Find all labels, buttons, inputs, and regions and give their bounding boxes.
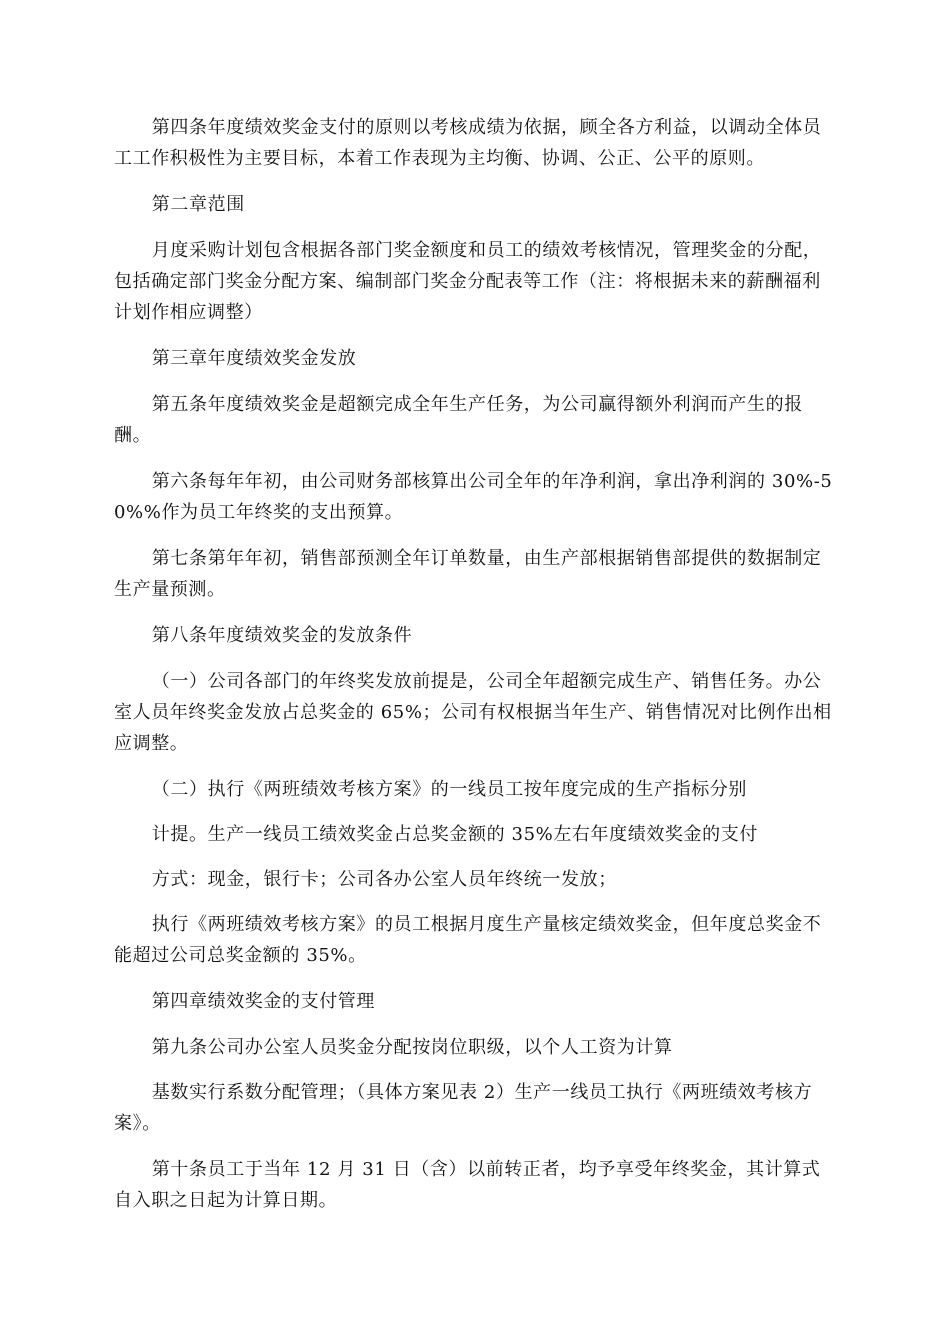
chapter-2-heading: 第二章范围: [151, 194, 245, 215]
paragraph-article-10: 第十条员工于当年 12 月 31 日（含）以前转正者，均予享受年终奖金，其计算式自入职之日起为计算日期。: [114, 1159, 821, 1211]
paragraph-article-8: 第八条年度绩效奖金的发放条件: [151, 625, 413, 646]
document-body: [114, 112, 836, 1231]
paragraph-condition-2-line-3: 方式：现金，银行卡；公司各办公室人员年终统一发放；: [151, 869, 617, 890]
chapter-4-heading: 第四章绩效奖金的支付管理: [151, 991, 375, 1012]
paragraph-article-9-line-2: 基数实行系数分配管理；（具体方案见表 2）生产一线员工执行《两班绩效考核方案》。: [114, 1082, 813, 1134]
paragraph-article-7: 第七条第年年初，销售部预测全年订单数量，由生产部根据销售部提供的数据制定生产量预测。: [114, 548, 822, 600]
paragraph-article-9-line-1: 第九条公司办公室人员奖金分配按岗位职级，以个人工资为计算: [151, 1037, 673, 1058]
chapter-3-heading: 第三章年度绩效奖金发放: [151, 348, 357, 369]
paragraph-article-6: 第六条每年年初，由公司财务部核算出公司全年的年净利润，拿出净利润的 30%-50%%作为员工年终奖的支出预算。: [114, 471, 833, 523]
paragraph-condition-1: （一）公司各部门的年终奖发放前提是，公司全年超额完成生产、销售任务。办公室人员年终奖金发放占总奖金的 65%；公司有权根据当年生产、销售情况对比例作出相应调整。: [114, 671, 832, 754]
paragraph-two-shift-plan: 执行《两班绩效考核方案》的员工根据月度生产量核定绩效奖金，但年度总奖金不能超过公司总奖金额的 35%。: [114, 914, 822, 966]
paragraph-article-4: 第四条年度绩效奖金支付的原则以考核成绩为依据，顾全各方利益，以调动全体员工工作积极性为主要目标，本着工作表现为主均衡、协调、公正、公平的原则。: [114, 117, 822, 169]
paragraph-article-5: 第五条年度绩效奖金是超额完成全年生产任务，为公司赢得额外利润而产生的报酬。: [114, 394, 803, 446]
paragraph-condition-2-line-2: 计提。生产一线员工绩效奖金占总奖金额的 35%左右年度绩效奖金的支付: [151, 824, 758, 845]
paragraph-scope: 月度采购计划包含根据各部门奖金额度和员工的绩效考核情况，管理奖金的分配，包括确定部门奖金分配方案、编制部门奖金分配表等工作（注：将根据未来的薪酬福利计划作相应调整）: [114, 240, 822, 323]
paragraph-condition-2-line-1: （二）执行《两班绩效考核方案》的一线员工按年度完成的生产指标分别: [151, 779, 747, 800]
